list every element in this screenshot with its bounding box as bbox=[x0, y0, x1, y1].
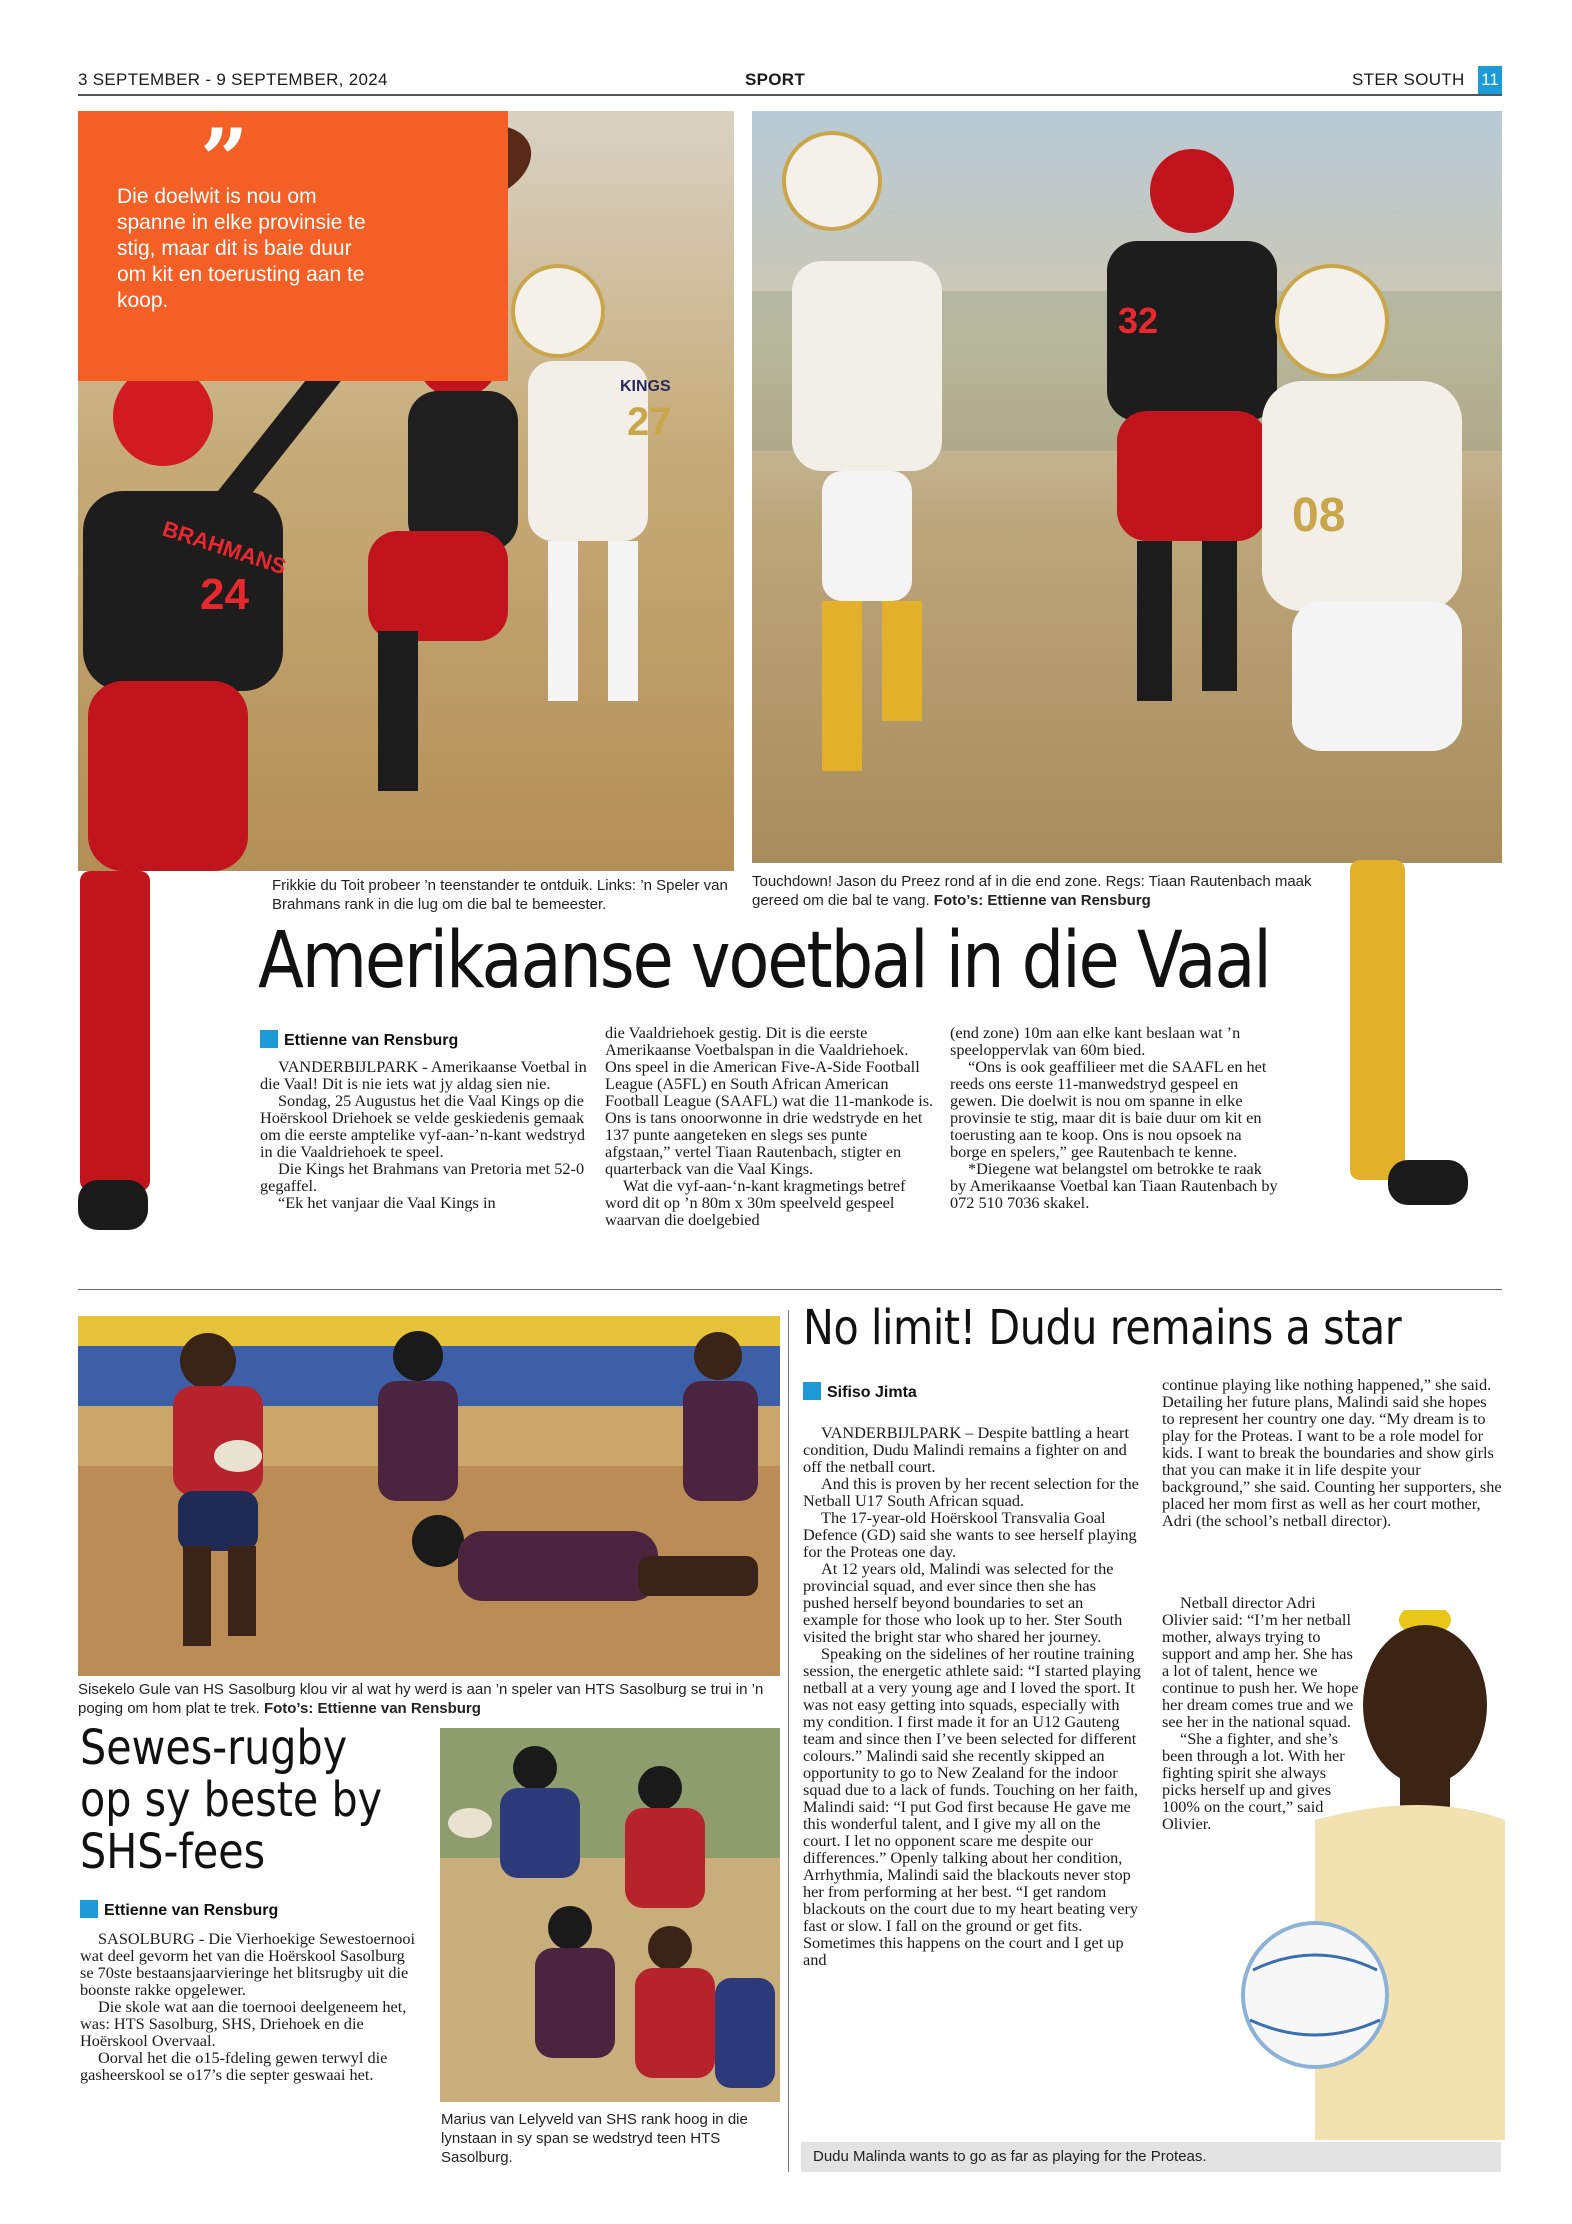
caption-rugby-bottom: Marius van Lelyveld van SHS rank hoog in die lynstaan in sy span se wedstryd teen HTS Sasolburg. bbox=[441, 2111, 748, 2166]
team-name-kings: KINGS bbox=[620, 378, 671, 395]
top-story-col1-p3: Die Kings het Brahmans van Pretoria met 52-0 gegaffel. bbox=[260, 1159, 585, 1195]
byline-netball-name: Sifiso Jimta bbox=[827, 1384, 917, 1401]
rugby-body-p3: Oorval het die o15-fdeling gewen terwyl die gasheerskool se o17’s die septer geswaai het. bbox=[80, 2048, 388, 2084]
byline-top-story bbox=[260, 1030, 458, 1050]
caption-right bbox=[752, 872, 1352, 910]
header-rule bbox=[78, 94, 1502, 96]
pull-quote-text: Die doelwit is nou om spanne in elke provinsie te stig, maar dit is baie duur om kit en toerusting aan te koop. bbox=[117, 185, 366, 312]
section-label: SPORT bbox=[745, 70, 806, 89]
page-number: 11 bbox=[1478, 66, 1502, 94]
rugby-tackle-illustration bbox=[78, 1316, 780, 1676]
dudu-illustration bbox=[1195, 1610, 1505, 2140]
player-leg-cutout-left bbox=[80, 871, 150, 1191]
caption-netball: Dudu Malinda wants to go as far as playing for the Proteas. bbox=[801, 2142, 1501, 2172]
jersey-number-32: 32 bbox=[1118, 300, 1159, 341]
headline-dudu: No limit! Dudu remains a star bbox=[803, 1300, 1402, 1356]
jersey-number-08: 08 bbox=[1292, 489, 1346, 542]
top-story-col1-p1: VANDERBIJLPARK - Amerikaanse Voetbal in die Vaal! Dit is nie iets wat jy aldag sien nie. bbox=[260, 1057, 587, 1093]
headline-american-football: Amerikaanse voetbal in die Vaal bbox=[258, 916, 1270, 1006]
byline-rugby-name: Ettienne van Rensburg bbox=[104, 1902, 279, 1919]
netball-col1-p1: VANDERBIJLPARK – Despite battling a heart condition, Dudu Malindi remains a fighter on and off the netball court. bbox=[803, 1423, 1129, 1476]
netball-col2-p2: Netball director Adri Olivier said: “I’m her netball mother, always trying to support and amp her. She has a lot of talent, hence we continue to push her. We hope her dream comes true and we see her in the national squad. bbox=[1162, 1593, 1359, 1731]
netball-col2-p3: “She a fighter, and she’s been through a lot. With her fighting spirit she always picks herself up and gives 100% on the court,” said Olivier. bbox=[1162, 1729, 1345, 1833]
byline-top-story-name: Ettienne van Rensburg bbox=[284, 1032, 459, 1049]
rugby-lineout-illustration bbox=[440, 1728, 780, 2102]
top-story-col2-p1: die Vaaldriehoek gestig. Dit is die eerste Amerikaanse Voetbalspan in die Vaaldriehoek. Ons speel in die American Five-A-Side Football League (A5FL) en South African American Football League (SAAFL) wat die 11-mankode is. Ons is tans onoorwonne in drie wedstryde en het 137 punte aangeteken en slegs ses punte afgstaan,” vertel Tiaan Rautenbach, stigter en quarterback van die Vaal Kings. bbox=[605, 1023, 934, 1178]
netball-col2-p1: continue playing like nothing happened,” she said. Detailing her future plans, Malindi said she hopes to represent her country one day. “My dream is to play for the Proteas. I want to be a role model for kids. I want to break the boundaries and show girls that you can make it in life despite your background,” she said. Counting her supporters, she placed her mom first as well as her court mother, Adri (the school’s netball director). bbox=[1162, 1375, 1502, 1530]
photo-dudu-malindi bbox=[1195, 1610, 1505, 2140]
top-story-col3 bbox=[950, 1024, 1280, 1211]
rugby-body-p2: Die skole wat aan die toernooi deelgeneem het, was: HTS Sasolburg, SHS, Driehoek en die Hoërskool Overvaal. bbox=[80, 1997, 407, 2050]
photo-rugby-lineout bbox=[440, 1728, 780, 2102]
helmet-red-24 bbox=[113, 366, 213, 466]
section-divider bbox=[78, 1289, 1502, 1290]
top-story-col1 bbox=[260, 1058, 590, 1211]
jersey-number-27: 27 bbox=[627, 400, 672, 444]
caption-right-text: Touchdown! Jason du Preez rond af in die end zone. Regs: Tiaan Rautenbach maak gereed om die bal te vang. bbox=[752, 873, 1312, 909]
netball-col2-upper bbox=[1162, 1376, 1502, 1529]
netball-col1-p3: The 17-year-old Hoërskool Transvalia Goal Defence (GD) said she wants to see herself playing for the Proteas one day. bbox=[803, 1508, 1137, 1561]
caption-rugby-top-text: Sisekelo Gule van HS Sasolburg klou vir al wat hy werd is aan ’n speler van HTS Sasolburg se trui in ’n poging om hom plat te trek. bbox=[78, 1681, 764, 1717]
player-cleat-cutout-left bbox=[78, 1180, 148, 1230]
quote-mark-icon: ” bbox=[200, 110, 249, 209]
top-story-col1-p2: Sondag, 25 Augustus het die Vaal Kings op die Hoërskool Driehoek se velde geskiedenis gemaak om die eerste amptelike vyf-aan-’n-kant wedstryd in die Vaaldriehoek te speel. bbox=[260, 1091, 586, 1161]
team-name-brahmans: BRAHMANS bbox=[159, 515, 290, 580]
caption-rugby-top bbox=[78, 1680, 778, 1718]
top-story-col3-p1: (end zone) 10m aan elke kant beslaan wat ’n speeloppervlak van 60m bied. bbox=[950, 1023, 1241, 1059]
jersey-number-24: 24 bbox=[200, 570, 249, 619]
top-story-col3-p3: *Diegene wat belangstel om betrokke te raak by Amerikaanse Voetbal kan Tiaan Rautenbach by 072 510 7036 skakel. bbox=[950, 1159, 1278, 1212]
column-divider bbox=[788, 1310, 789, 2172]
publication-name: STER SOUTH bbox=[1352, 70, 1465, 89]
netball-col1-p2: And this is proven by her recent selection for the Netball U17 South African squad. bbox=[803, 1474, 1139, 1510]
caption-left: Frikkie du Toit probeer ’n teenstander te ontduik. Links: ’n Speler van Brahmans rank in die lug om die bal te bemeester. bbox=[272, 877, 728, 913]
photo-rugby-tackle bbox=[78, 1316, 780, 1676]
football-right-illustration bbox=[752, 111, 1502, 863]
caption-right-credit: Foto’s: Ettienne van Rensburg bbox=[933, 892, 1151, 909]
byline-netball bbox=[803, 1382, 917, 1402]
top-story-col2 bbox=[605, 1024, 935, 1228]
byline-square-icon bbox=[80, 1900, 98, 1918]
netball-col1 bbox=[803, 1424, 1141, 1968]
helmet-white-27 bbox=[513, 266, 603, 356]
byline-rugby bbox=[80, 1900, 278, 1920]
issue-date: 3 SEPTEMBER - 9 SEPTEMBER, 2024 bbox=[78, 70, 388, 89]
netball-col1-p4: At 12 years old, Malindi was selected for the provincial squad, and ever since then she has pushed herself beyond boundaries to set an example for those who look up to her. Ster South visited the bright star who shared her journey. bbox=[803, 1559, 1123, 1646]
byline-square-icon bbox=[260, 1030, 278, 1048]
netball-col1-p5: Speaking on the sidelines of her routine training session, the energetic athlete said: “I started playing netball at a very young age and I loved the sport. It was not easy getting into squads, especially with my condition. I first made it for an U12 Gauteng team and since then I’ve been selected for different colours.” Malindi said she recently skipped an opportunity to go to New Zealand for the indoor squad due to a lack of funds. Touching on her faith, Malindi said: “I put God first because He gave me this wonderful talent, and I give my all on the court. I let no opponent scare me despite our differences.” Openly talking about her condition, Arrhythmia, Malindi said the blackouts never stop her from performing at her best. “I get random blackouts on the court due to my heart beating very fast or slow. I fall on the ground or get fits. Sometimes this happens on the court and I get up and bbox=[803, 1644, 1141, 1969]
player-leg-cutout bbox=[1350, 860, 1405, 1180]
byline-square-icon bbox=[803, 1382, 821, 1400]
headline-sewes-rugby: Sewes-rugby op sy beste by SHS-fees bbox=[80, 1720, 383, 1880]
rugby-body bbox=[80, 1930, 420, 2083]
caption-rugby-top-credit: Foto’s: Ettienne van Rensburg bbox=[263, 1700, 481, 1717]
rugby-body-p1: SASOLBURG - Die Vierhoekige Sewestoernooi wat deel gevorm het van die Hoërskool Sasolburg se 70ste bestaansjaarvieringe het blitsrugby uit die boonste rakke opgelewer. bbox=[80, 1929, 416, 1999]
top-story-col2-p2: Wat die vyf-aan-‘n-kant kragmetings betref word dit op ’n 80m x 30m speelveld gespeel waarvan die doelgebied bbox=[605, 1176, 906, 1229]
player-cleat-cutout bbox=[1388, 1160, 1468, 1205]
photo-football-right bbox=[752, 111, 1502, 863]
top-story-col1-p4: “Ek het vanjaar die Vaal Kings in bbox=[278, 1193, 496, 1212]
top-story-col3-p2: “Ons is ook geaffilieer met die SAAFL en het reeds ons eerste 11-manwedstryd gespeel en gewen. Die doelwit is nou om spanne in elke provinsie te stig, maar dit is baie duur om kit en toerusting aan te koop. Ons is nou opsoek na borge en spelers,” gee Rautenbach te kenne. bbox=[950, 1057, 1267, 1161]
